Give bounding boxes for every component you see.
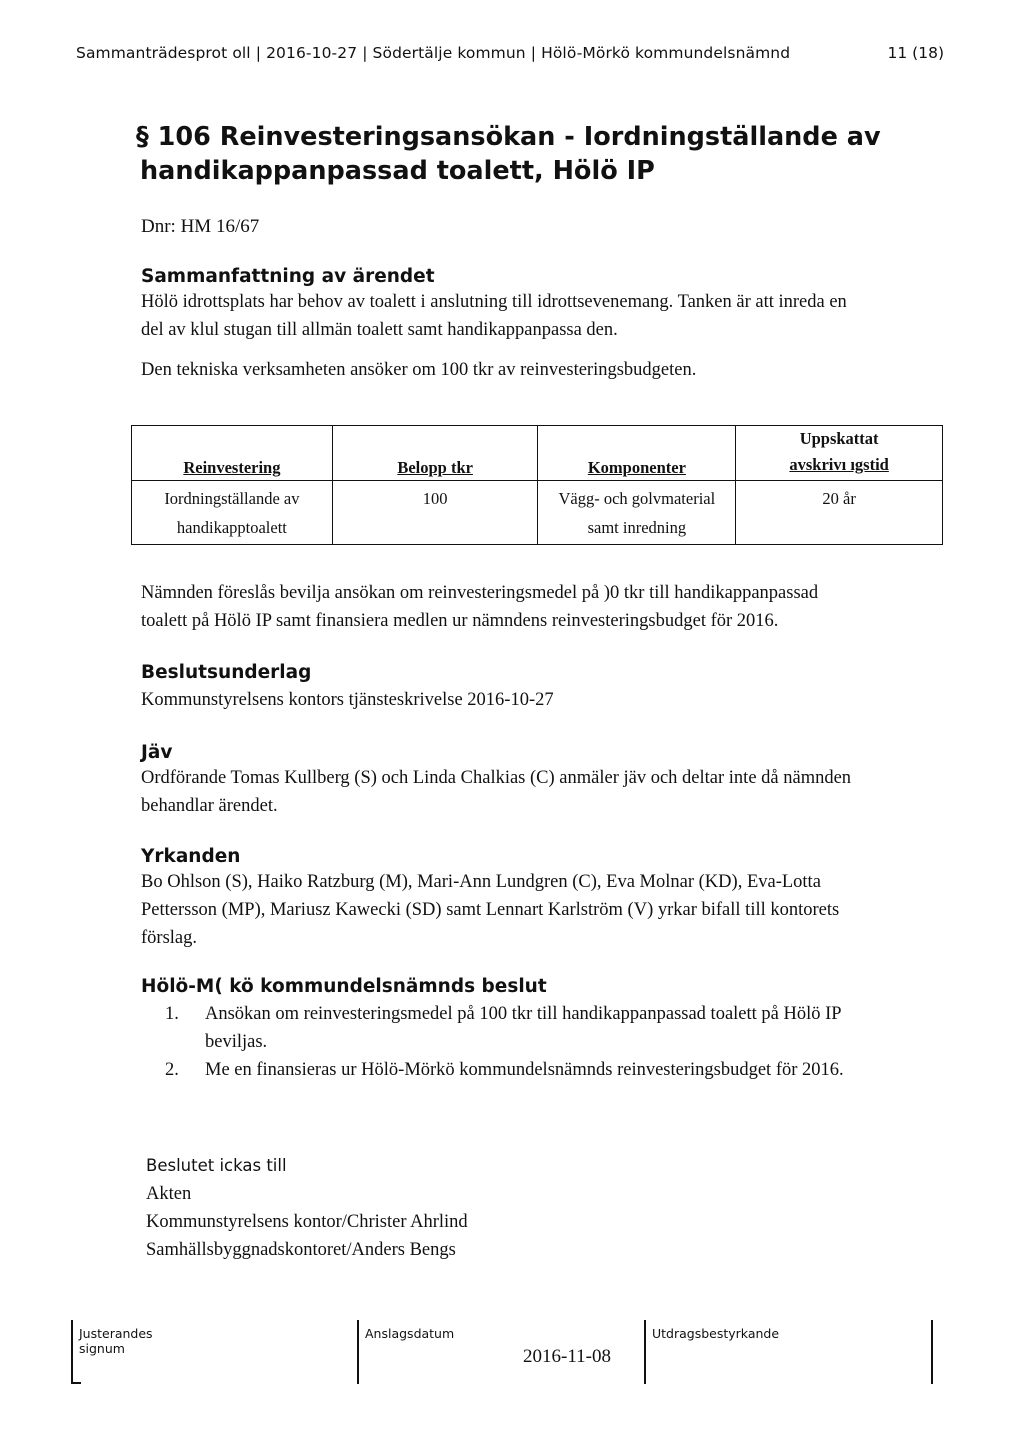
decision-item-number: 1.	[165, 1004, 179, 1024]
cell-reinvestment-line-1: Iordningställande av	[164, 489, 300, 508]
decision-item-1-line-2: beviljas.	[205, 1032, 268, 1052]
jav-line-1: Ordförande Tomas Kullberg (S) och Linda Chalkias (C) anmäler jäv och deltar inte då nämnden	[141, 768, 852, 788]
col-header-depreciation-line-1: Uppskattat	[799, 429, 879, 448]
table-header-row	[132, 426, 943, 481]
case-number: Dnr: HM 16/67	[141, 216, 260, 237]
summary-request: Den tekniska verksamheten ansöker om 100 tkr av reinvesteringsbudgeten.	[141, 360, 697, 380]
signature-label: Justerandes signum	[79, 1326, 153, 1356]
decision-item-1	[141, 1000, 941, 1056]
cell-depreciation: 20 år	[736, 481, 943, 545]
running-header: Sammanträdesprot oll | 2016-10-27 | Södertälje kommun | Hölö-Mörkö kommundelsnämnd	[76, 44, 791, 62]
distribution-label: Beslutet ickas till	[146, 1156, 287, 1175]
cell-reinvestment-line-2: handikapptoalett	[176, 518, 287, 537]
paragraph-title-line-2: handikappanpassad toalett, Hölö IP	[140, 156, 655, 186]
col-header-reinvestment: Reinvestering	[132, 426, 333, 481]
decision-heading: Hölö-M( kö kommundelsnämnds beslut	[141, 976, 547, 997]
posting-date-label: Anslagsdatum	[365, 1326, 455, 1341]
recipient: Akten	[146, 1184, 192, 1204]
col-header-amount: Belopp tkr	[332, 426, 538, 481]
basis-text: Kommunstyrelsens kontors tjänsteskrivelse 2016-10-27	[141, 690, 554, 710]
cell-components-line-1: Vägg- och golvmaterial	[558, 489, 716, 508]
jav-text	[141, 764, 851, 820]
basis-heading: Beslutsunderlag	[141, 662, 312, 683]
recipient: Samhällsbyggnadskontoret/Anders Bengs	[146, 1240, 456, 1260]
summary-text	[141, 288, 847, 344]
decision-item-number: 2.	[165, 1060, 179, 1080]
decision-list	[141, 1000, 941, 1084]
claims-line-1: Bo Ohlson (S), Haiko Ratzburg (M), Mari-Ann Lundgren (C), Eva Molnar (KD), Eva-Lotta	[141, 872, 821, 892]
proposal-line-2: toalett på Hölö IP samt finansiera medlen ur nämndens reinvesteringsbudget för 2016.	[141, 611, 779, 631]
table-row	[132, 481, 943, 545]
paragraph-title-line-1: § 106 Reinvesteringsansökan - Iordningställande av	[136, 122, 881, 152]
jav-line-2: behandlar ärendet.	[141, 796, 278, 816]
col-header-depreciation-line-2: avskrivı ıgstid	[789, 455, 889, 474]
cell-amount: 100	[332, 481, 538, 545]
recipient: Kommunstyrelsens kontor/Christer Ahrlind	[146, 1212, 468, 1232]
reinvestment-table	[131, 425, 943, 545]
cell-components-line-2: samt inredning	[587, 518, 687, 537]
summary-heading: Sammanfattning av ärendet	[141, 266, 435, 287]
footer-corner-line	[71, 1382, 81, 1384]
claims-heading: Yrkanden	[141, 846, 241, 867]
footer-end-line	[931, 1320, 933, 1384]
decision-item-2	[141, 1056, 941, 1084]
col-header-components: Komponenter	[538, 426, 736, 481]
cell-reinvestment	[132, 481, 333, 545]
page-number: 11 (18)	[887, 44, 944, 62]
proposal-line-1: Nämnden föreslås bevilja ansökan om reinvesteringsmedel på )0 tkr till handikappanpassad	[141, 583, 819, 603]
posting-date: 2016-11-08	[523, 1346, 611, 1367]
summary-line-1: Hölö idrottsplats har behov av toalett i anslutning till idrottsevenemang. Tanken är att inreda en	[141, 292, 847, 312]
certification-label: Utdragsbestyrkande	[652, 1326, 780, 1341]
claims-text	[141, 868, 839, 952]
signature-footer	[71, 1320, 933, 1384]
col-header-depreciation	[736, 426, 943, 481]
summary-line-2: del av klul stugan till allmän toalett samt handikappanpassa den.	[141, 320, 618, 340]
claims-line-3: förslag.	[141, 928, 197, 948]
claims-line-2: Pettersson (MP), Mariusz Kawecki (SD) samt Lennart Karlström (V) yrkar bifall till kontorets	[141, 900, 840, 920]
jav-heading: Jäv	[141, 742, 173, 763]
decision-item-2-line-1: Me en finansieras ur Hölö-Mörkö kommundelsnämnds reinvesteringsbudget för 2016.	[205, 1060, 844, 1080]
paragraph-title	[136, 120, 881, 188]
decision-item-1-line-1: Ansökan om reinvesteringsmedel på 100 tkr till handikappanpassad toalett på Hölö IP	[205, 1004, 842, 1024]
cell-components	[538, 481, 736, 545]
proposal-text	[141, 579, 818, 635]
distribution-list	[146, 1152, 468, 1264]
